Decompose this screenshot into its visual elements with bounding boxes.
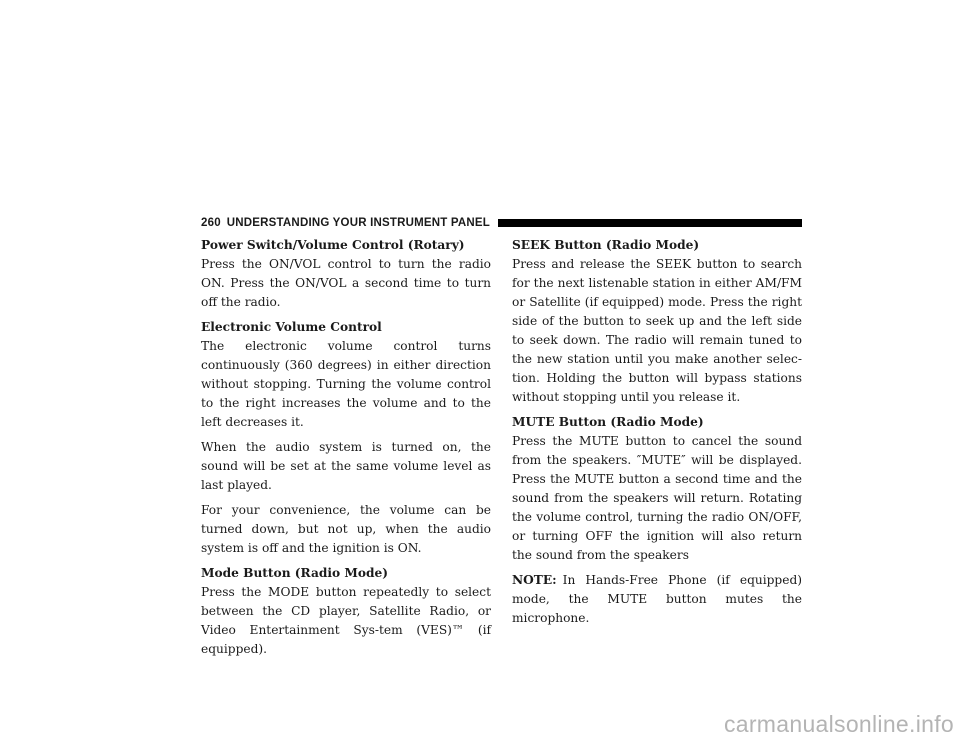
mode-button-heading: Mode Button (Radio Mode) [201,566,389,580]
page-number: 260 [201,217,221,229]
watermark: carmanualsonline.info [723,711,954,737]
mode-button-body: Press the MODE button repeatedly to select between the CD player, Satellite Radio, or Video Entertainment Sys-tem (VES)™ (if equipped). [201,585,491,656]
page-header [201,216,802,230]
left-column [201,236,491,665]
electronic-volume-heading: Electronic Volume Control [201,320,382,334]
note-paragraph [512,571,802,628]
mute-button-body: Press the MUTE button to cancel the sound from the speakers. ″MUTE″ will be displayed. Press the MUTE button a second time and the sound from the speakers will return. Rotating the volume control, turning the radio ON/OFF, or turning OFF the ignition will also return the sound from the speakers [512,434,802,562]
electronic-volume-section [201,318,491,432]
convenience-paragraph: For your convenience, the volume can be turned down, but not up, when the audio system is off and the ignition is ON. [201,503,491,555]
seek-button-section [512,236,802,407]
mute-button-section [512,413,802,565]
header-rule [498,219,802,227]
section-title: UNDERSTANDING YOUR INSTRUMENT PANEL [226,217,490,229]
note-label: NOTE: [512,573,557,587]
right-column [512,236,802,634]
note-text: In Hands-Free Phone (if equipped) mode, the MUTE button mutes the microphone. [512,573,802,625]
power-switch-section [201,236,491,312]
power-switch-heading: Power Switch/Volume Control (Rotary) [201,238,465,252]
seek-button-body: Press and release the SEEK button to search for the next listenable station in either AM/FM or Satellite (if equipped) mode. Press the right side of the button to seek up and the left side to seek down. The radio will remain tuned to the new station until you make another selec-tion. Holding the button will bypass stations without stopping until you release it. [512,257,802,404]
mute-button-heading: MUTE Button (Radio Mode) [512,415,704,429]
audio-on-paragraph: When the audio system is turned on, the sound will be set at the same volume level as last played. [201,440,491,492]
mode-button-section [201,564,491,659]
power-switch-body: Press the ON/VOL control to turn the radio ON. Press the ON/VOL a second time to turn off the radio. [201,257,491,309]
seek-button-heading: SEEK Button (Radio Mode) [512,238,700,252]
electronic-volume-body: The electronic volume control turns continuously (360 degrees) in either direction without stopping. Turning the volume control to the right increases the volume and to the left decreases it. [201,339,491,429]
